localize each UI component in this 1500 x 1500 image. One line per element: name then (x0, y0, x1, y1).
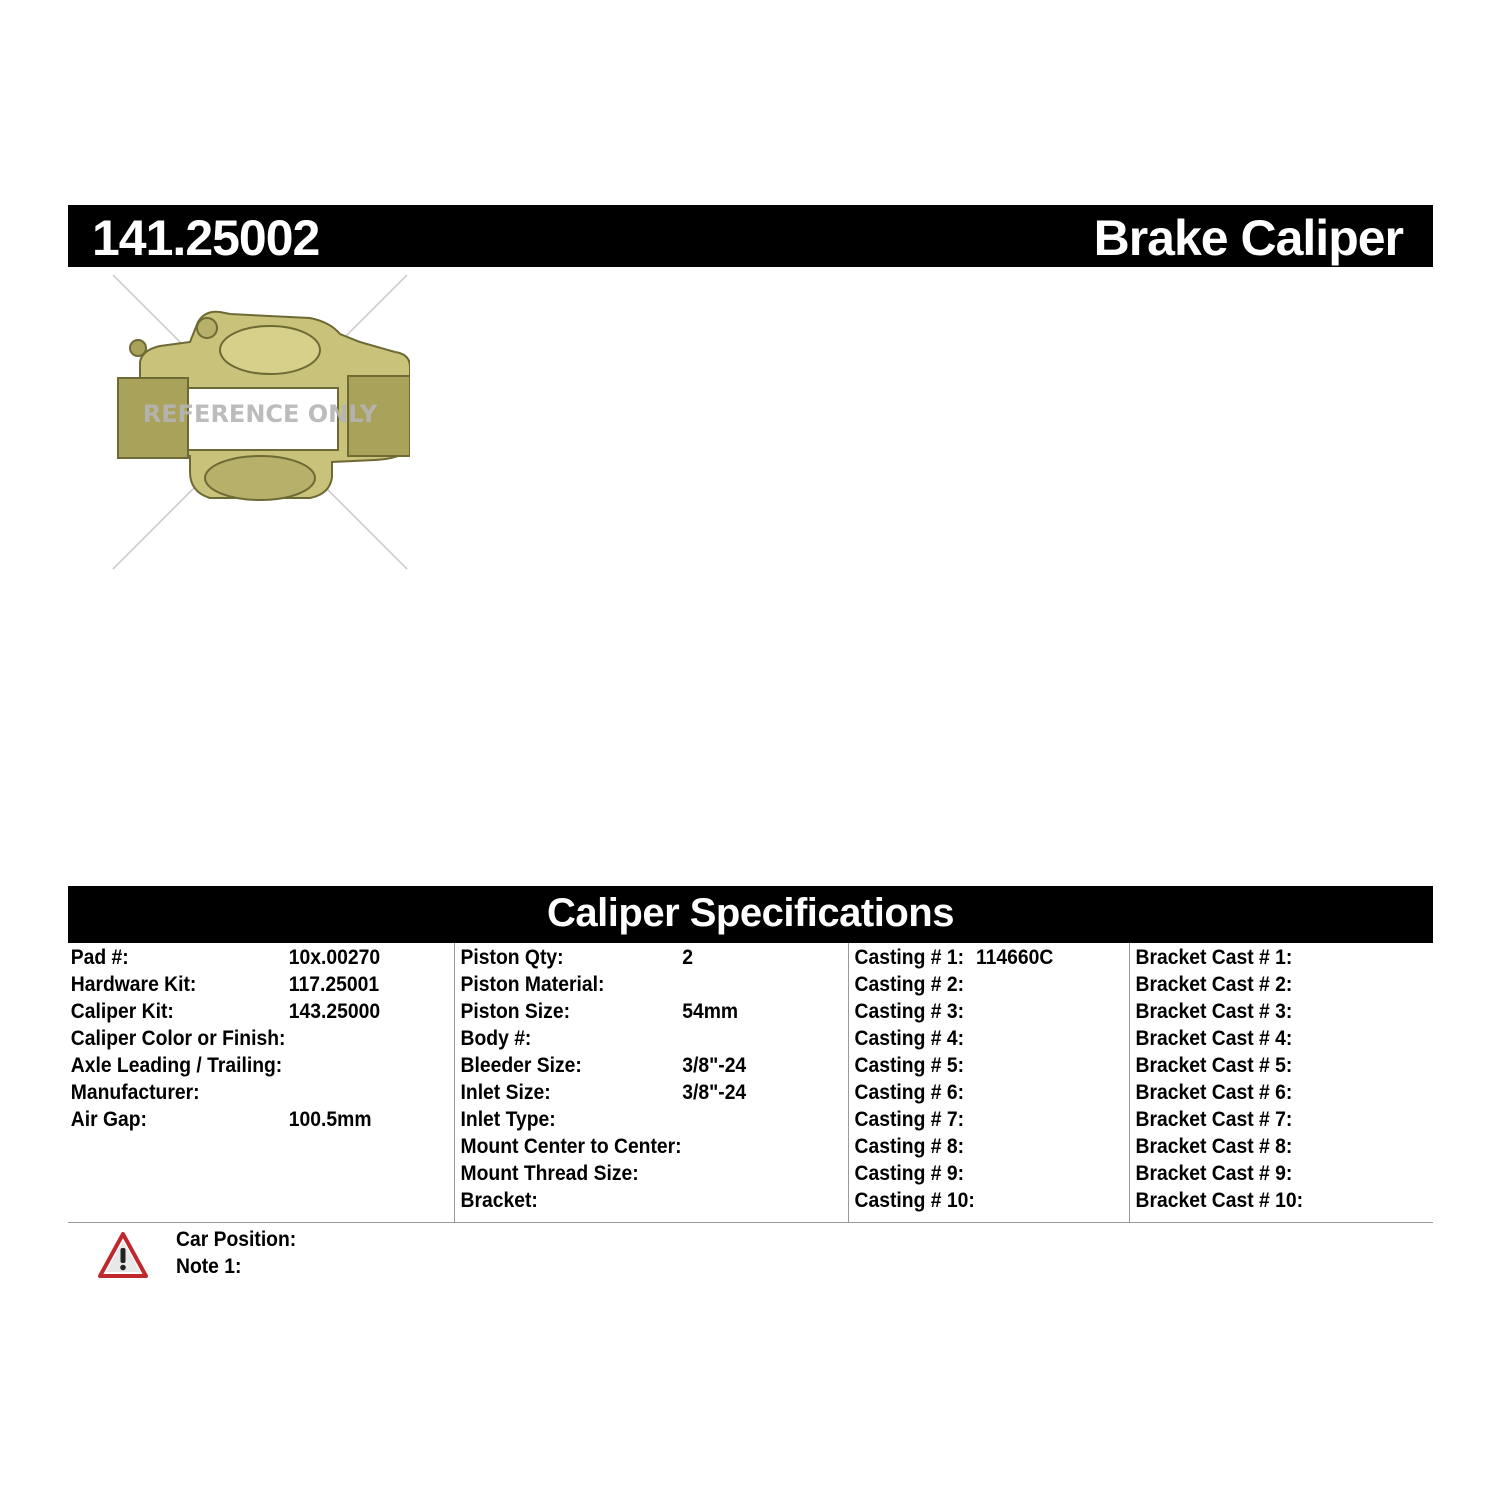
spec-value: 54mm (682, 1000, 739, 1023)
spec-row (849, 1078, 1107, 1105)
spec-value: 143.25000 (288, 1000, 381, 1023)
spec-row (68, 1105, 423, 1132)
spec-row (1130, 1132, 1409, 1159)
spec-table (68, 943, 1433, 1223)
spec-label: Casting # 3: (854, 1000, 965, 1023)
spec-row (849, 1132, 1107, 1159)
spec-value: 114660C (975, 946, 1054, 969)
spec-label: Bracket Cast # 8: (1135, 1135, 1293, 1158)
spec-row (68, 997, 423, 1024)
spec-label: Inlet Type: (460, 1108, 556, 1131)
spec-row (849, 1024, 1107, 1051)
spec-row (849, 1186, 1107, 1213)
spec-label: Piston Size: (460, 1000, 571, 1023)
spec-label: Inlet Size: (460, 1081, 551, 1104)
spec-row (455, 997, 817, 1024)
spec-label: Casting # 7: (854, 1108, 965, 1131)
spec-label: Caliper Kit: (70, 1000, 174, 1023)
spec-label: Casting # 1: (854, 946, 965, 969)
spec-row (68, 1024, 423, 1051)
spec-label: Casting # 6: (854, 1081, 965, 1104)
notes-section (68, 1226, 1433, 1296)
spec-label: Casting # 8: (854, 1135, 965, 1158)
spec-label: Mount Center to Center: (460, 1135, 682, 1158)
spec-row (849, 943, 1107, 970)
spec-value: 2 (682, 946, 693, 969)
spec-value: 3/8"-24 (682, 1081, 747, 1104)
spec-value: 10x.00270 (288, 946, 381, 969)
watermark-text: REFERENCE ONLY (142, 400, 378, 428)
spec-row (455, 943, 817, 970)
spec-row (849, 1105, 1107, 1132)
warning-icon (98, 1232, 148, 1278)
spec-label: Body #: (460, 1027, 532, 1050)
spec-label: Bracket Cast # 2: (1135, 973, 1293, 996)
spec-label: Bracket Cast # 3: (1135, 1000, 1293, 1023)
spec-value: 3/8"-24 (682, 1054, 747, 1077)
spec-label: Manufacturer: (70, 1081, 200, 1104)
spec-row (1130, 1078, 1409, 1105)
spec-column-4 (1129, 943, 1433, 1222)
spec-row (455, 1159, 817, 1186)
spec-section-title: Caliper Specifications (547, 891, 954, 935)
spec-column-3 (848, 943, 1129, 1222)
part-number: 141.25002 (92, 210, 320, 266)
spec-value: 117.25001 (288, 973, 380, 996)
spec-row (68, 1051, 423, 1078)
spec-label: Caliper Color or Finish: (70, 1027, 286, 1050)
product-title: Brake Caliper (1093, 210, 1403, 266)
spec-label: Air Gap: (70, 1108, 147, 1131)
spec-label: Piston Material: (460, 973, 605, 996)
spec-row (1130, 943, 1409, 970)
spec-row (1130, 997, 1409, 1024)
spec-label: Axle Leading / Trailing: (70, 1054, 283, 1077)
spec-label: Casting # 4: (854, 1027, 965, 1050)
brake-caliper-image (110, 272, 410, 572)
spec-row (455, 1051, 817, 1078)
spec-section-header (68, 886, 1433, 943)
spec-row (849, 970, 1107, 997)
spec-label: Bracket: (460, 1189, 538, 1212)
spec-label: Bracket Cast # 9: (1135, 1162, 1293, 1185)
spec-row (68, 970, 423, 997)
spec-label: Bracket Cast # 7: (1135, 1108, 1293, 1131)
spec-row (455, 970, 817, 997)
spec-value: 100.5mm (288, 1108, 372, 1131)
spec-label: Bracket Cast # 1: (1135, 946, 1293, 969)
spec-label: Bleeder Size: (460, 1054, 582, 1077)
spec-row (849, 997, 1107, 1024)
note-1-label: Note 1: (176, 1255, 242, 1278)
spec-row (1130, 1051, 1409, 1078)
spec-row (455, 1024, 817, 1051)
spec-row (455, 1186, 817, 1213)
spec-row (68, 1078, 423, 1105)
spec-label: Mount Thread Size: (460, 1162, 639, 1185)
spec-column-2 (454, 943, 848, 1222)
spec-row (1130, 1159, 1409, 1186)
spec-label: Casting # 2: (854, 973, 965, 996)
title-bar (68, 205, 1433, 267)
car-position-label: Car Position: (176, 1228, 297, 1251)
spec-row (455, 1105, 817, 1132)
spec-label: Hardware Kit: (70, 973, 197, 996)
spec-row (1130, 1024, 1409, 1051)
spec-row (1130, 1186, 1409, 1213)
spec-label: Bracket Cast # 5: (1135, 1054, 1293, 1077)
spec-label: Casting # 5: (854, 1054, 965, 1077)
spec-row (1130, 970, 1409, 997)
spec-row (455, 1078, 817, 1105)
spec-row (849, 1159, 1107, 1186)
spec-label: Piston Qty: (460, 946, 564, 969)
spec-row (849, 1051, 1107, 1078)
spec-label: Casting # 10: (854, 1189, 975, 1212)
spec-label: Bracket Cast # 4: (1135, 1027, 1293, 1050)
spec-label: Pad #: (70, 946, 129, 969)
spec-row (455, 1132, 817, 1159)
spec-row (68, 943, 423, 970)
spec-label: Casting # 9: (854, 1162, 965, 1185)
spec-row (1130, 1105, 1409, 1132)
spec-column-1 (68, 943, 454, 1222)
spec-label: Bracket Cast # 10: (1135, 1189, 1304, 1212)
spec-label: Bracket Cast # 6: (1135, 1081, 1293, 1104)
